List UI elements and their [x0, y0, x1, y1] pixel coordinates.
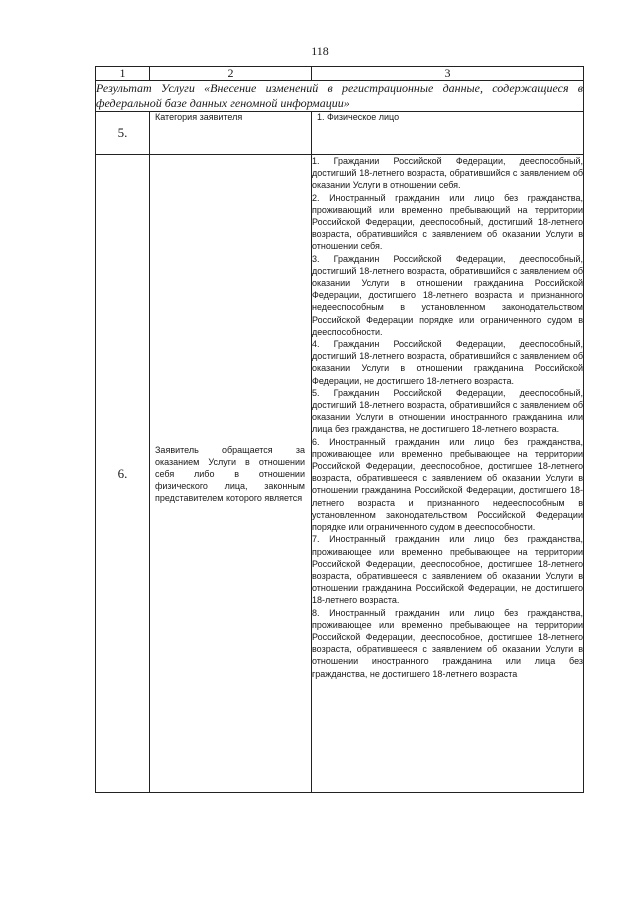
- applicant-list-item-6: 6. Иностранный гражданин или лицо без гражданства, проживающее или временно пребывающее на территории Российской Федерации, дееспособное, достигшее 18-летнего возраста, обратившееся с заявлением об оказании Услуги в отношении гражданина Российской Федерации, достигшего 18-летнего возраста и признанного недееспособным в установленном законодательством Российской Федерации порядке или ограниченного судом в дееспособности.: [312, 436, 583, 533]
- applicant-list-item-5: 5. Гражданин Российской Федерации, дееспособный, достигший 18-летнего возраста, обратившийся с заявлением об оказании Услуги в отношении иностранного гражданина или лица без гражданства, не достигшего 18-летнего возраста.: [312, 387, 583, 435]
- column-header-3: 3: [312, 67, 584, 81]
- column-header-2: 2: [150, 67, 312, 81]
- row-5-label: Категория заявителя: [150, 112, 312, 155]
- row-5-value: 1. Физическое лицо: [312, 112, 584, 155]
- row-6-applicant-list: [312, 155, 584, 793]
- applicant-list-item-2: 2. Иностранный гражданин или лицо без гражданства, проживающий или временно пребывающий на территории Российской Федерации, дееспособный, достигший 18-летнего возраста, обратившийся с заявлением об оказании Услуги в отношении себя.: [312, 192, 583, 252]
- row-6-number: 6.: [96, 155, 150, 793]
- result-title-row: [96, 81, 584, 112]
- document-table: [95, 66, 584, 793]
- row-6-label: Заявитель обращается за оказанием Услуги в отношении себя либо в отношении физического лица, законным представителем которого является: [150, 155, 312, 793]
- table-row-6: [96, 155, 584, 793]
- table-row-5: [96, 112, 584, 155]
- applicant-list-item-8: 8. Иностранный гражданин или лицо без гражданства, проживающее или временно пребывающее на территории Российской Федерации, дееспособное, достигшее 18-летнего возраста, обратившееся с заявлением об оказании Услуги в отношении иностранного гражданина или лица без гражданства, не достигшего 18-летнего возраста: [312, 607, 583, 679]
- column-header-1: 1: [96, 67, 150, 81]
- table-header-row: [96, 67, 584, 81]
- row-5-number: 5.: [96, 112, 150, 155]
- applicant-list-item-4: 4. Гражданин Российской Федерации, дееспособный, достигший 18-летнего возраста, обратившийся с заявлением об оказании Услуги в отношении гражданина Российской Федерации, не достигшего 18-летнего возраста.: [312, 339, 583, 386]
- applicant-list-item-1: 1. Граждании Российской Федерации, дееспособный, достигший 18-летнего возраста, обратившийся с заявлением об оказании Услуги в отношении себя.: [312, 156, 583, 191]
- applicant-list-item-7: 7. Иностранный гражданин или лицо без гражданства, проживающее или временно пребывающее на территории Российской Федерации, дееспособное, достигшее 18-летнего возраста, обратившееся с заявлением об оказании Услуги в отношении гражданина Российской Федерации, не достигшего 18-летнего возраста.: [312, 534, 583, 606]
- applicant-list-item-3: 3. Гражданин Российской Федерации, дееспособный, достигший 18-летнего возраста, обратившийся с заявлением об оказании Услуги в отношении гражданина Российской Федерации, достигшего 18-летнего возраста и признанного недееспособным в установленном законодательством Российской Федерации порядке или ограниченного судом в дееспособности.: [312, 253, 583, 337]
- page-number: 118: [311, 44, 329, 58]
- result-title: Результат Услуги «Внесение изменений в регистрационные данные, содержащиеся в федеральной базе данных геномной информации»: [96, 81, 583, 110]
